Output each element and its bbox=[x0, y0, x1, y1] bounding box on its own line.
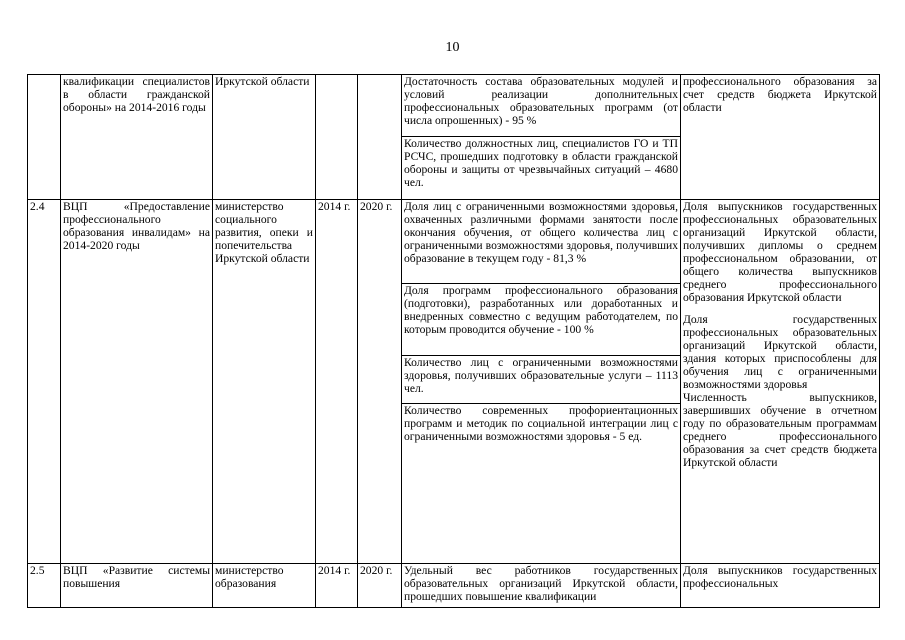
row-number: 2.4 bbox=[28, 200, 61, 564]
executor: Иркутской области bbox=[213, 75, 316, 200]
start-year: 2014 г. bbox=[316, 200, 358, 564]
indicator: Доля программ профессионального образования (подготовки), разработанных или доработанных и внедренных совместно с ведущим работодателем, по которым проводится обучение - 100 % bbox=[402, 283, 680, 355]
indicators-cell bbox=[402, 75, 681, 200]
indicator: Количество должностных лиц, специалистов ГО и ТП РСЧС, прошедших подготовку в области гражданской обороны и защиты от чрезвычайных ситуаций – 4680 чел. bbox=[402, 136, 680, 192]
indicator: Количество современных профориентационных программ и методик по социальной интеграции лиц с ограниченными возможностями здоровья - 5 ед. bbox=[402, 403, 680, 446]
executor: министерство образования bbox=[213, 564, 316, 608]
result: Численность выпускников, завершивших обучение в отчетном году по образовательным программам среднего профессионального образования за счет средств бюджета Иркутской области bbox=[683, 391, 877, 469]
start-year bbox=[316, 75, 358, 200]
result: Доля государственных профессиональных образовательных организаций Иркутской области, здания которых приспособлены для обучения лиц с ограниченными возможностями здоровья bbox=[683, 313, 877, 391]
end-year: 2020 г. bbox=[358, 564, 402, 608]
indicator: Доля лиц с ограниченными возможностями здоровья, охваченных различными формами занятости после окончания обучения, от общего количества лиц с ограниченными возможностями здоровья, получивших образование в текущем году - 81,3 % bbox=[404, 200, 678, 265]
end-year bbox=[358, 75, 402, 200]
result: Доля выпускников государственных профессиональных bbox=[683, 564, 877, 590]
indicator: Достаточность состава образовательных модулей и условий реализации дополнительных профессиональных образовательных программ (от числа опрошенных) - 95 % bbox=[404, 75, 678, 127]
row-number: 2.5 bbox=[28, 564, 61, 608]
table-row bbox=[28, 564, 880, 608]
indicator: Количество лиц с ограниченными возможностями здоровья, получивших образовательные услуги – 1113 чел. bbox=[402, 355, 680, 403]
result: Доля выпускников государственных профессиональных образовательных организаций Иркутской области, получивших дипломы о среднем профессиональном образовании, от общего количества выпускников среднего профессионального образования Иркутской области bbox=[683, 200, 877, 304]
program-table bbox=[27, 74, 880, 608]
indicator: Удельный вес работников государственных образовательных организаций Иркутской области, прошедших повышение квалификации bbox=[404, 564, 678, 603]
results-cell bbox=[681, 75, 880, 200]
results-cell bbox=[681, 564, 880, 608]
end-year: 2020 г. bbox=[358, 200, 402, 564]
start-year: 2014 г. bbox=[316, 564, 358, 608]
program-name: квалификации специалистов в области гражданской обороны» на 2014-2016 годы bbox=[61, 75, 213, 200]
table-row bbox=[28, 75, 880, 200]
executor: министерство социального развития, опеки и попечительства Иркутской области bbox=[213, 200, 316, 564]
result: профессионального образования за счет средств бюджета Иркутской области bbox=[683, 75, 877, 114]
program-name: ВЦП «Развитие системы повышения bbox=[61, 564, 213, 608]
program-name: ВЦП «Предоставление профессионального образования инвалидам» на 2014-2020 годы bbox=[61, 200, 213, 564]
table-row bbox=[28, 200, 880, 564]
indicators-cell bbox=[402, 564, 681, 608]
indicators-cell bbox=[402, 200, 681, 564]
page-number: 10 bbox=[445, 40, 460, 55]
results-cell bbox=[681, 200, 880, 564]
row-number bbox=[28, 75, 61, 200]
